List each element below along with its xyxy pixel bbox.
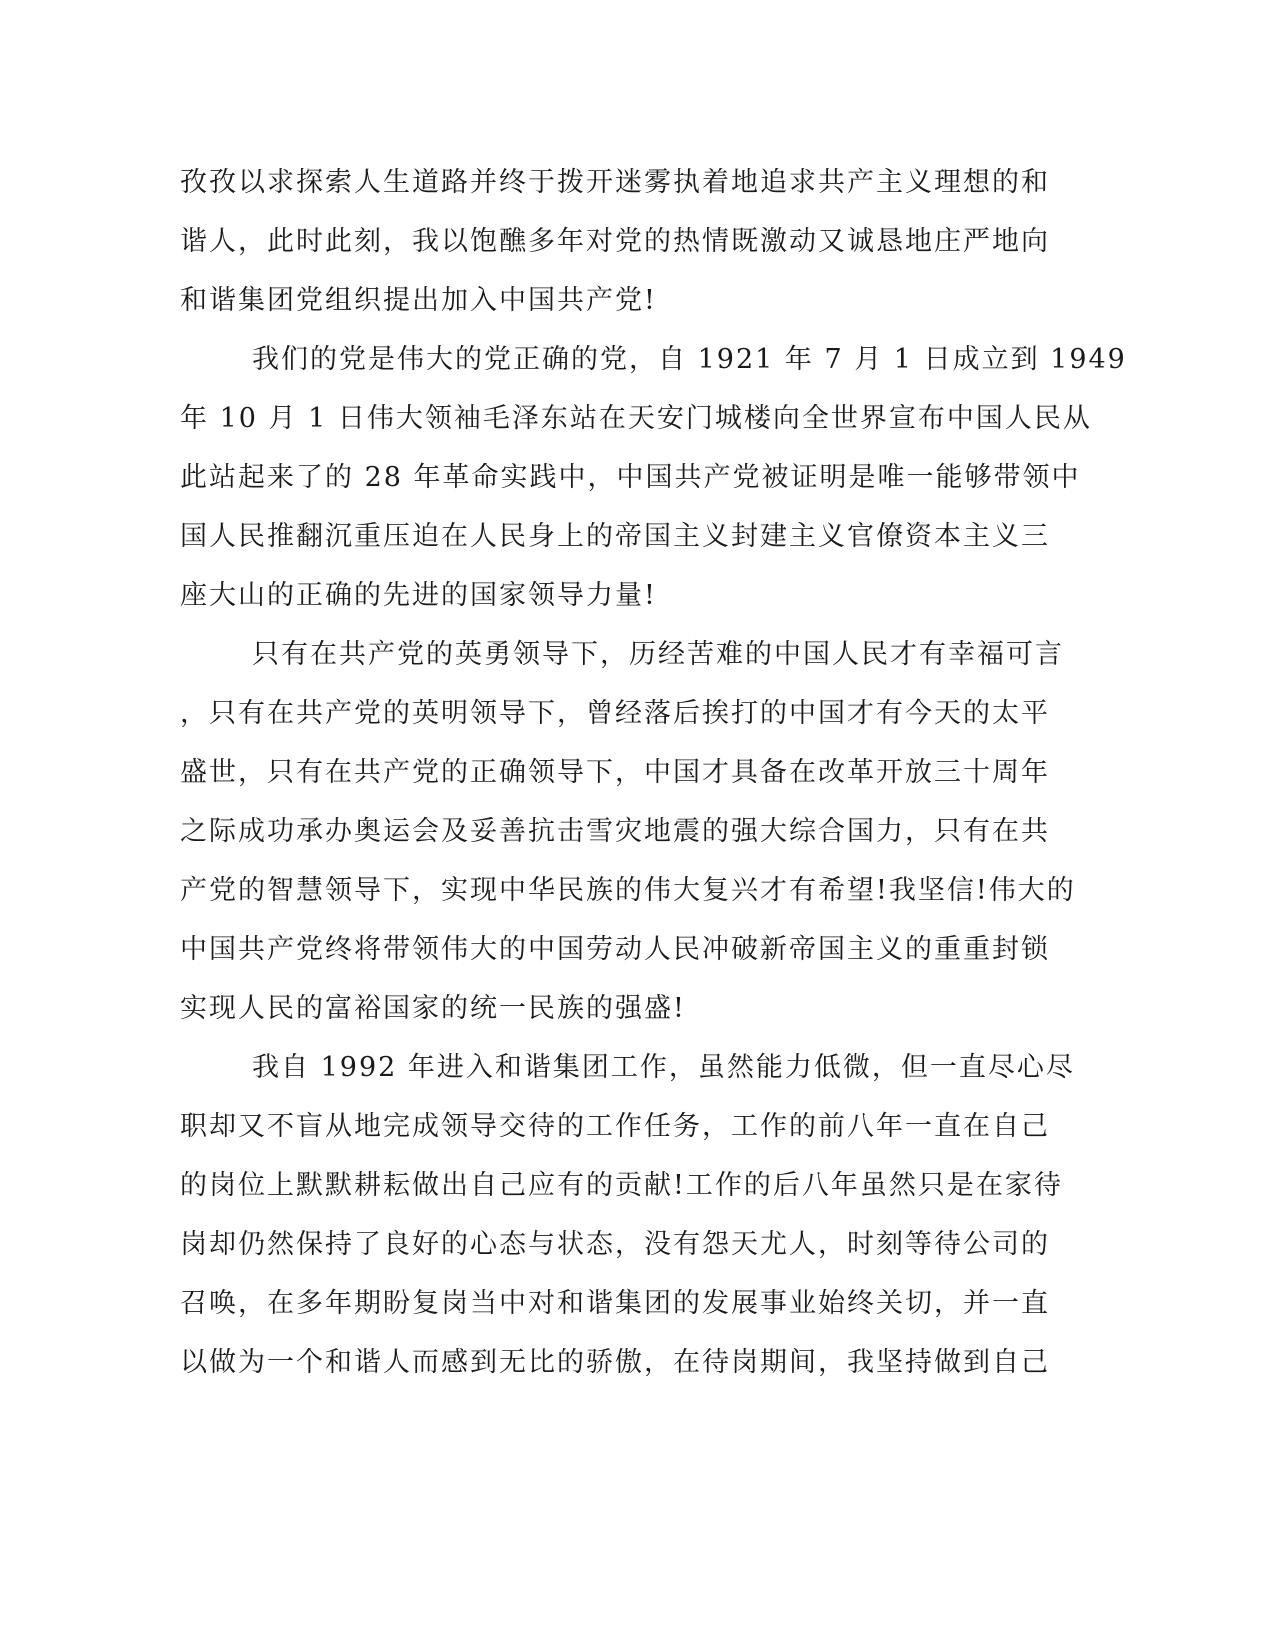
paragraph-1 bbox=[180, 153, 1050, 330]
text-line: 中国共产党终将带领伟大的中国劳动人民冲破新帝国主义的重重封锁 bbox=[180, 934, 1050, 965]
text-line: 我自 1992 年进入和谐集团工作，虽然能力低微，但一直尽心尽 bbox=[252, 1052, 1075, 1083]
text-line: 我们的党是伟大的党正确的党，自 1921 年 7 月 1 日成立到 1949 bbox=[252, 344, 1127, 375]
text-line: 孜孜以求探索人生道路并终于拨开迷雾执着地追求共产主义理想的和 bbox=[180, 167, 1050, 198]
body-text bbox=[180, 153, 1127, 1392]
text-line: 此站起来了的 28 年革命实践中，中国共产党被证明是唯一能够带领中 bbox=[180, 462, 1081, 493]
text-line: 职却又不盲从地完成领导交待的工作任务，工作的前八年一直在自己 bbox=[180, 1111, 1050, 1142]
paragraph-2 bbox=[180, 330, 1127, 625]
text-line: ，只有在共产党的英明领导下，曾经落后挨打的中国才有今天的太平 bbox=[180, 698, 1050, 729]
text-line: 座大山的正确的先进的国家领导力量! bbox=[180, 580, 657, 611]
text-line: 召唤，在多年期盼复岗当中对和谐集团的发展事业始终关切，并一直 bbox=[180, 1288, 1050, 1319]
text-line: 国人民推翻沉重压迫在人民身上的帝国主义封建主义官僚资本主义三 bbox=[180, 521, 1050, 552]
text-line: 只有在共产党的英勇领导下，历经苦难的中国人民才有幸福可言 bbox=[252, 639, 1064, 670]
text-line: 的岗位上默默耕耘做出自己应有的贡献!工作的后八年虽然只是在家待 bbox=[180, 1170, 1063, 1201]
text-line: 以做为一个和谐人而感到无比的骄傲，在待岗期间，我坚持做到自己 bbox=[180, 1347, 1050, 1378]
text-line: 盛世，只有在共产党的正确领导下，中国才具备在改革开放三十周年 bbox=[180, 757, 1050, 788]
text-line: 产党的智慧领导下，实现中华民族的伟大复兴才有希望!我坚信!伟大的 bbox=[180, 875, 1076, 906]
paragraph-3 bbox=[180, 625, 1076, 1038]
paragraph-4 bbox=[180, 1038, 1075, 1392]
text-line: 之际成功承办奥运会及妥善抗击雪灾地震的强大综合国力，只有在共 bbox=[180, 816, 1050, 847]
text-line: 和谐集团党组织提出加入中国共产党! bbox=[180, 285, 657, 316]
text-line: 年 10 月 1 日伟大领袖毛泽东站在天安门城楼向全世界宣布中国人民从 bbox=[180, 403, 1092, 434]
text-line: 岗却仍然保持了良好的心态与状态，没有怨天尤人，时刻等待公司的 bbox=[180, 1229, 1050, 1260]
text-line: 谐人，此时此刻，我以饱醮多年对党的热情既激动又诚恳地庄严地向 bbox=[180, 226, 1050, 257]
text-line: 实现人民的富裕国家的统一民族的强盛! bbox=[180, 993, 686, 1024]
